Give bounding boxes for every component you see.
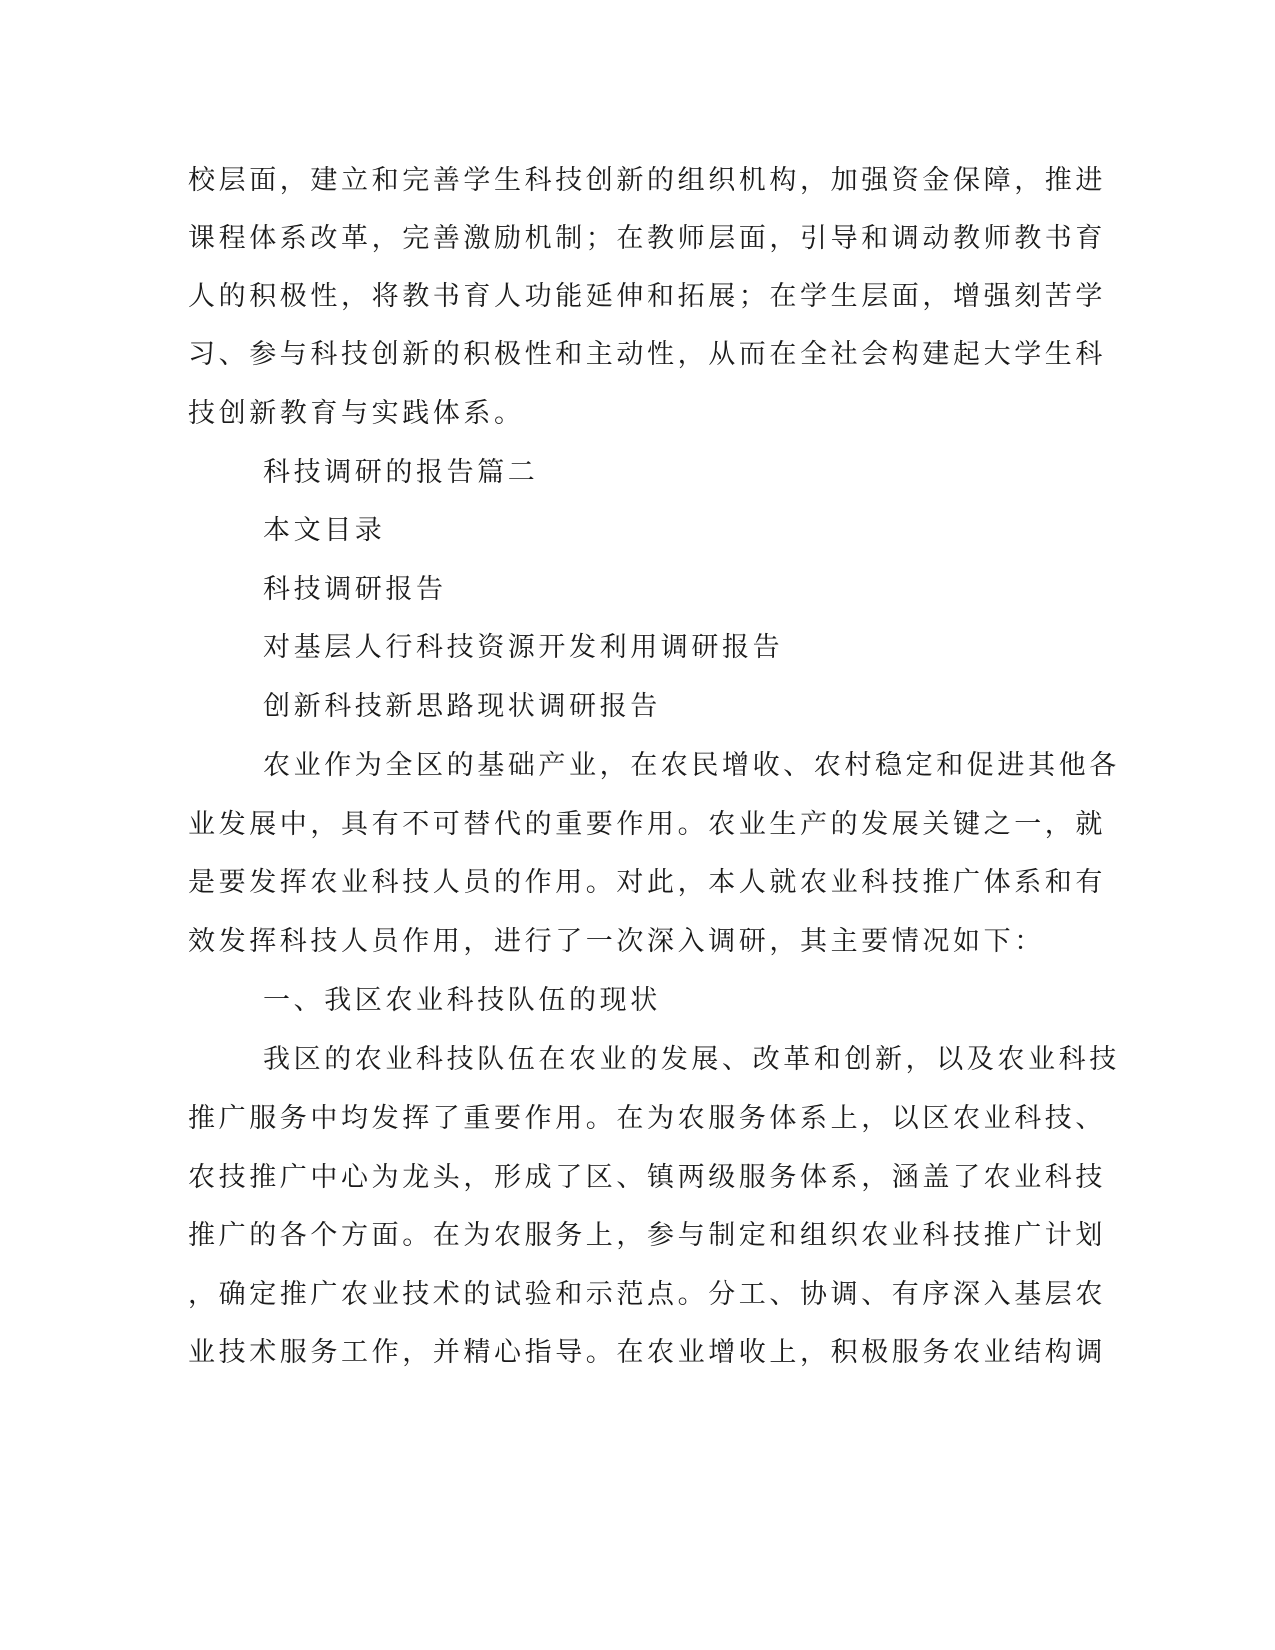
body-text-line: ，确定推广农业技术的试验和示范点。分工、协调、有序深入基层农 — [188, 1279, 1106, 1310]
body-text-line: 推广的各个方面。在为农服务上，参与制定和组织农业科技推广计划 — [188, 1220, 1106, 1251]
body-text-line: 农业作为全区的基础产业，在农民增收、农村稳定和促进其他各 — [263, 750, 1120, 781]
body-text-line: 是要发挥农业科技人员的作用。对此，本人就农业科技推广体系和有 — [188, 867, 1106, 898]
body-text-line: 技创新教育与实践体系。 — [188, 398, 525, 429]
body-text-line: 人的积极性，将教书育人功能延伸和拓展；在学生层面，增强刻苦学 — [188, 281, 1106, 312]
toc-item: 对基层人行科技资源开发利用调研报告 — [263, 632, 784, 663]
body-text-line: 课程体系改革，完善激励机制；在教师层面，引导和调动教师教书育 — [188, 223, 1106, 254]
toc-item: 科技调研报告 — [263, 574, 447, 605]
body-text-line: 业发展中，具有不可替代的重要作用。农业生产的发展关键之一，就 — [188, 809, 1106, 840]
body-text-line: 业技术服务工作，并精心指导。在农业增收上，积极服务农业结构调 — [188, 1337, 1106, 1368]
body-text-line: 效发挥科技人员作用，进行了一次深入调研，其主要情况如下： — [188, 926, 1045, 957]
body-text-line: 校层面，建立和完善学生科技创新的组织机构，加强资金保障，推进 — [188, 165, 1106, 196]
body-text-line: 习、参与科技创新的积极性和主动性，从而在全社会构建起大学生科 — [188, 339, 1106, 370]
body-text-line: 我区的农业科技队伍在农业的发展、改革和创新，以及农业科技 — [263, 1044, 1120, 1075]
body-text-line: 推广服务中均发挥了重要作用。在为农服务体系上，以区农业科技、 — [188, 1103, 1106, 1134]
section-heading: 科技调研的报告篇二 — [263, 457, 539, 488]
toc-item: 创新科技新思路现状调研报告 — [263, 691, 661, 722]
toc-heading: 本文目录 — [263, 515, 386, 546]
body-text-line: 农技推广中心为龙头，形成了区、镇两级服务体系，涵盖了农业科技 — [188, 1162, 1106, 1193]
subsection-heading: 一、我区农业科技队伍的现状 — [263, 985, 661, 1016]
